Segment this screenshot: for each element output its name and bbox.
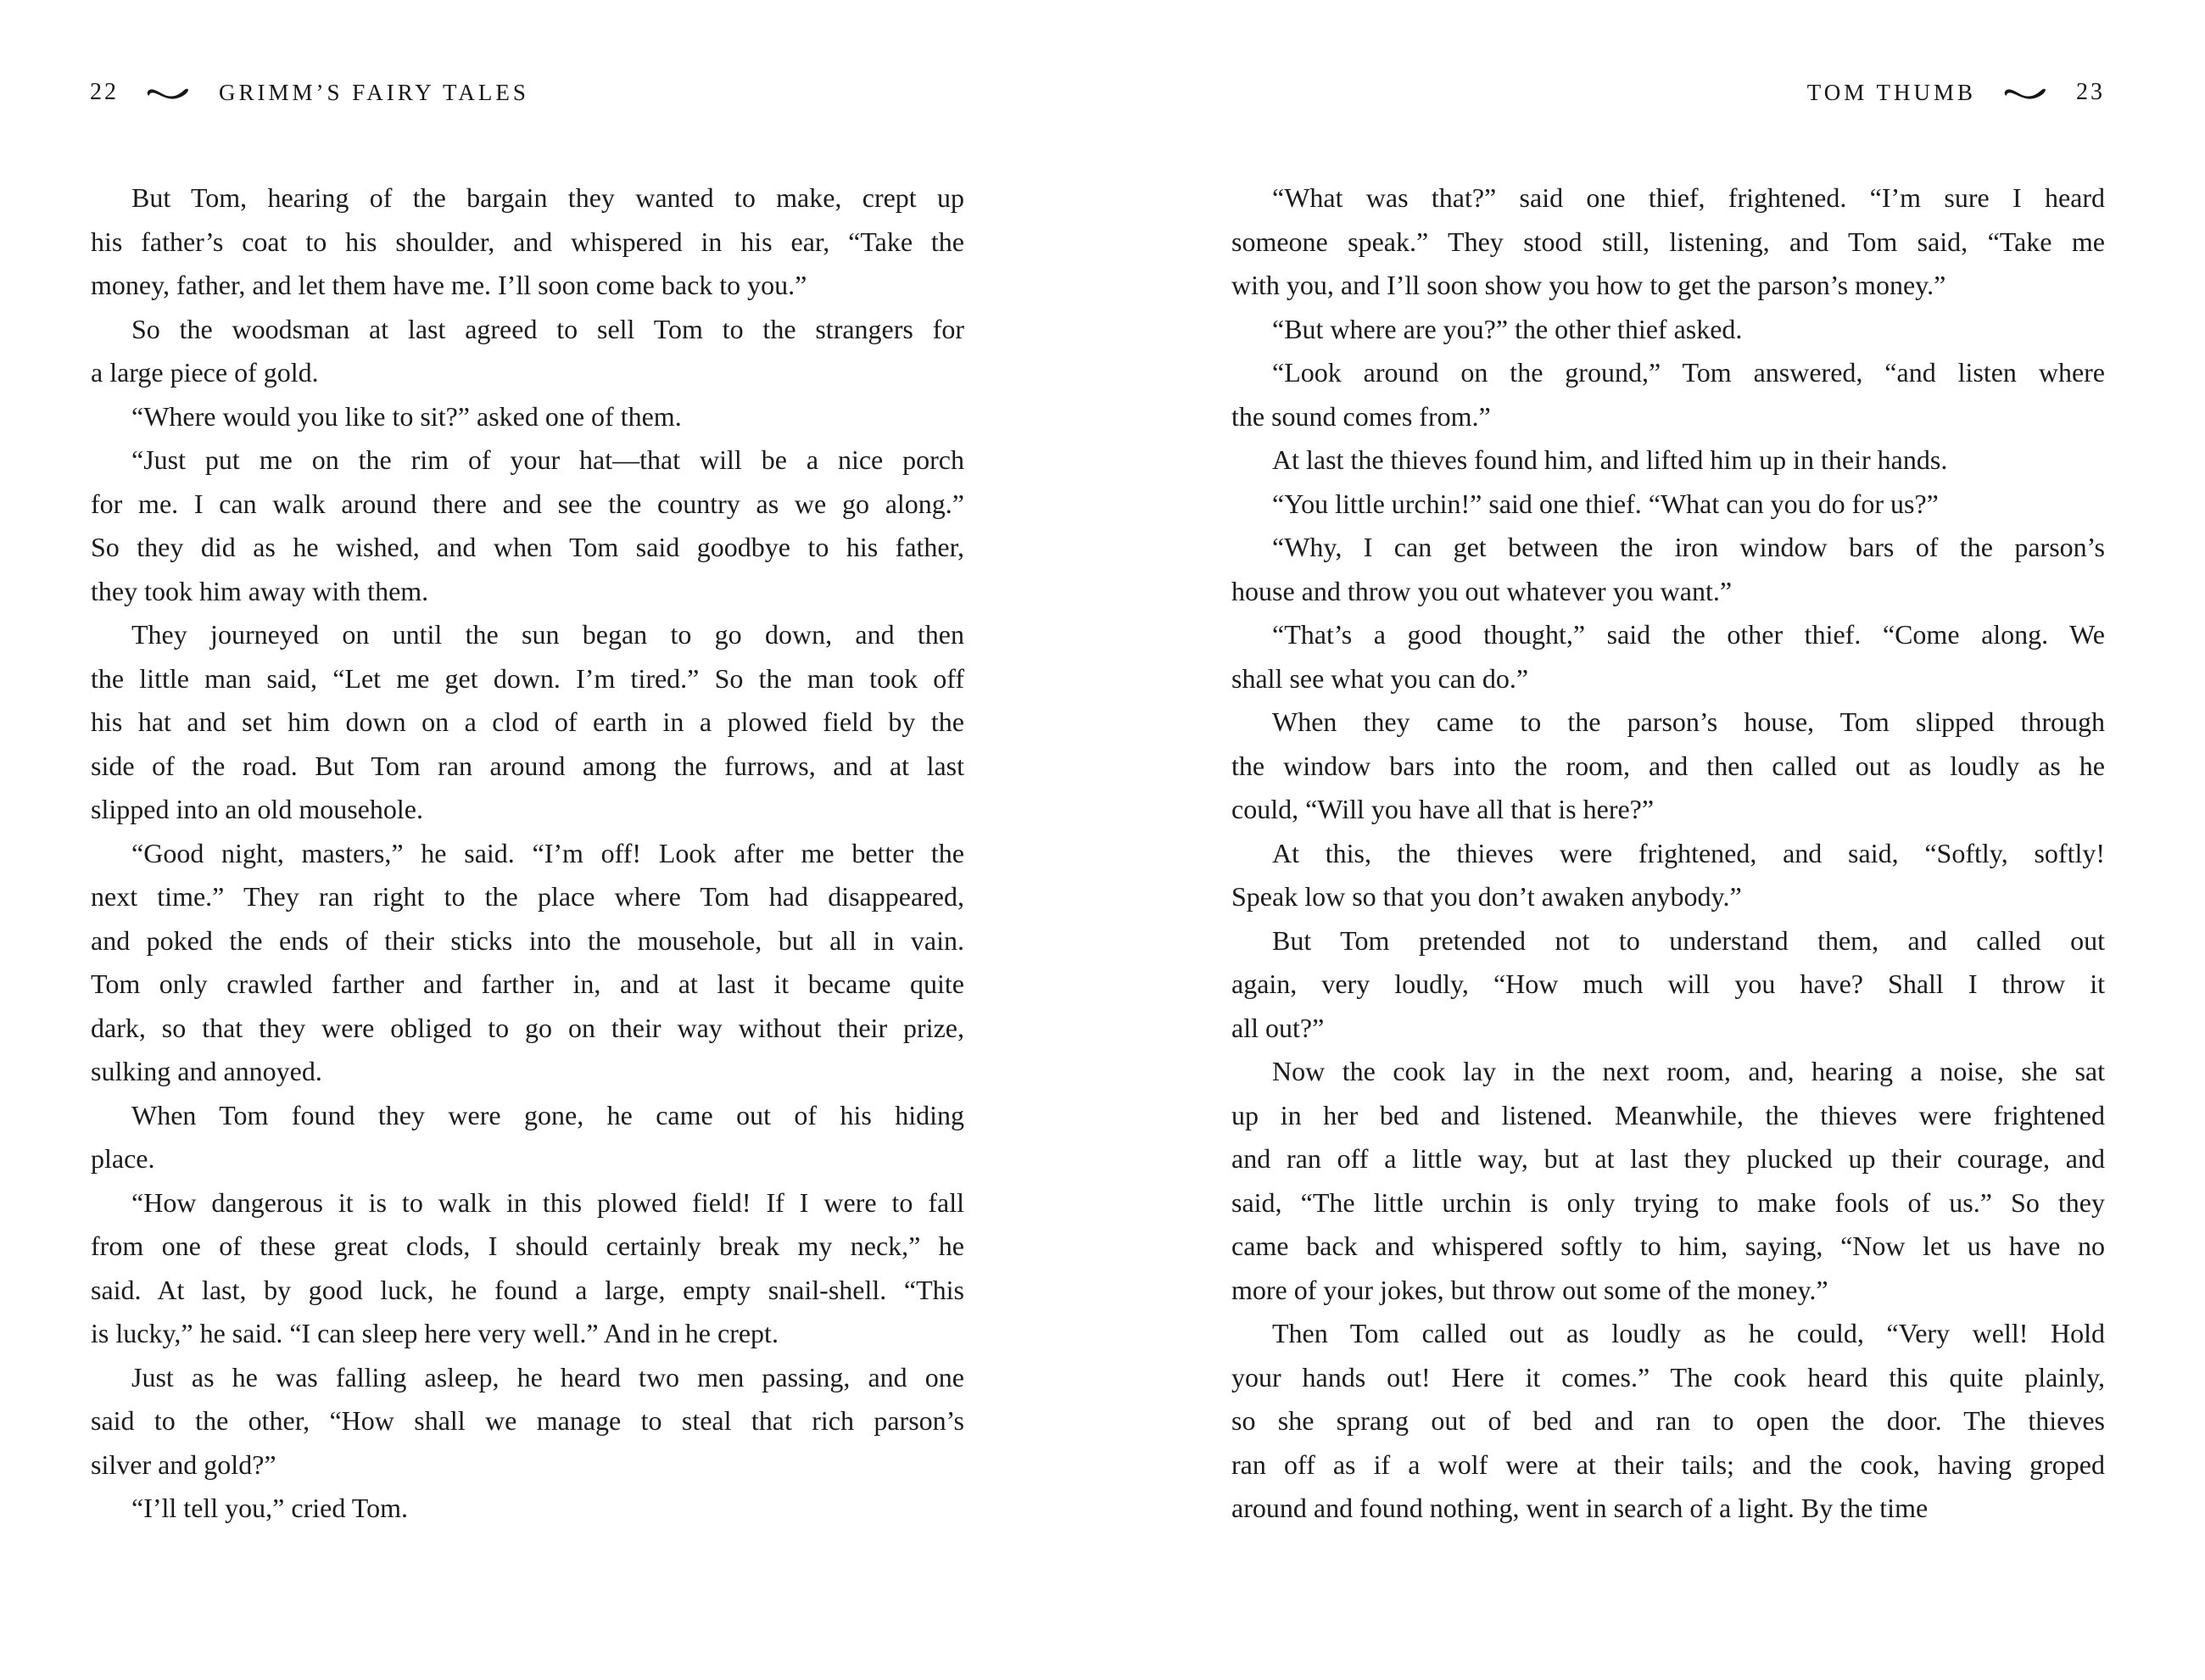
text-line: money, father, and let them have me. I’ll soon come back to you.” [91, 270, 807, 300]
text-line: and ran off a little way, but at last they plucked up their courage, and [1231, 1143, 2105, 1174]
swash-ornament-icon [2001, 84, 2051, 101]
text-line: more of your jokes, but throw out some of the money.” [1231, 1274, 1828, 1305]
page-right-text [1231, 176, 2105, 1531]
text-line: around and found nothing, went in search of a light. By the time [1231, 1493, 1929, 1523]
text-line: for me. I can walk around there and see the country as we go along.” [91, 488, 964, 519]
text-line: so she sprang out of bed and ran to open the door. The thieves [1231, 1405, 2105, 1436]
text-line: Then Tom called out as loudly as he could, “Very well! Hold [1272, 1318, 2105, 1348]
text-line: shall see what you can do.” [1231, 662, 1529, 694]
text-line: “I’ll tell you,” cried Tom. [131, 1493, 408, 1523]
text-line: the little man said, “Let me get down. I’m tired.” So the man took off [91, 662, 964, 694]
text-line: “Why, I can get between the iron window bars of the parson’s [1272, 532, 2105, 562]
text-line: a large piece of gold. [91, 357, 319, 388]
text-line: ran off as if a wolf were at their tails; and the cook, having groped [1231, 1448, 2105, 1480]
text-line: with you, and I’ll soon show you how to get the parson’s money.” [1231, 270, 1946, 300]
text-line: could, “Will you have all that is here?” [1231, 794, 1655, 824]
text-line: Now the cook lay in the next room, and, hearing a noise, she sat [1272, 1056, 2105, 1086]
text-line: “What was that?” said one thief, frightened. “I’m sure I heard [1272, 182, 2105, 213]
text-line: “You little urchin!” said one thief. “What can you do for us?” [1272, 488, 1939, 519]
text-line: At this, the thieves were frightened, and said, “Softly, softly! [1272, 837, 2105, 868]
text-line: Just as he was falling asleep, he heard two men passing, and one [131, 1361, 964, 1393]
text-line: “But where are you?” the other thief asked. [1272, 313, 1743, 344]
text-line: is lucky,” he said. “I can sleep here very well.” And in he crept. [91, 1318, 779, 1348]
text-line: Speak low so that you don’t awaken anybody.” [1231, 881, 1742, 912]
text-line: At last the thieves found him, and lifted him up in their hands. [1272, 444, 1948, 475]
running-title-left: GRIMM’S FAIRY TALES [219, 79, 529, 105]
text-line: slipped into an old mousehole. [91, 794, 423, 824]
text-line: “Good night, masters,” he said. “I’m off! Look after me better the [131, 837, 964, 868]
running-title-right: TOM THUMB [1806, 79, 1976, 105]
text-line: his hat and set him down on a clod of earth in a plowed field by the [91, 706, 964, 737]
text-line: But Tom pretended not to understand them, and called out [1272, 924, 2105, 956]
text-line: “That’s a good thought,” said the other thief. “Come along. We [1272, 619, 2105, 650]
text-line: house and throw you out whatever you want.” [1231, 575, 1733, 606]
text-line: they took him away with them. [91, 575, 429, 606]
text-line: “How dangerous it is to walk in this plowed field! If I were to fall [131, 1186, 964, 1218]
text-line: the sound comes from.” [1231, 400, 1491, 432]
text-line: side of the road. But Tom ran around among the furrows, and at last [91, 750, 964, 781]
text-line: his father’s coat to his shoulder, and whispered in his ear, “Take the [91, 226, 964, 257]
text-line: “Just put me on the rim of your hat—that will be a nice porch [131, 444, 964, 475]
text-line: place. [91, 1143, 155, 1174]
text-line: your hands out! Here it comes.” The cook heard this quite plainly, [1231, 1361, 2105, 1393]
text-line: “Look around on the ground,” Tom answered, “and listen where [1272, 357, 2105, 388]
text-line: “Where would you like to sit?” asked one of them. [131, 400, 682, 432]
text-line: and poked the ends of their sticks into the mousehole, but all in vain. [91, 924, 964, 956]
page-number-right: 23 [2076, 79, 2105, 105]
text-line: said, “The little urchin is only trying to make fools of us.” So they [1231, 1186, 2105, 1218]
text-line: the window bars into the room, and then called out as loudly as he [1231, 750, 2105, 781]
text-line: up in her bed and listened. Meanwhile, the thieves were frightened [1231, 1099, 2105, 1130]
text-line: said. At last, by good luck, he found a large, empty snail-shell. “This [91, 1274, 964, 1305]
text-line: all out?” [1231, 1012, 1325, 1043]
text-line: sulking and annoyed. [91, 1056, 322, 1086]
text-line: someone speak.” They stood still, listening, and Tom said, “Take me [1231, 226, 2105, 257]
page-number-left: 22 [90, 79, 119, 105]
text-line: from one of these great clods, I should certainly break my neck,” he [91, 1231, 964, 1261]
text-line: So they did as he wished, and when Tom said goodbye to his father, [91, 532, 964, 562]
text-line: So the woodsman at last agreed to sell Tom to the strangers for [131, 313, 964, 344]
page-left-text [91, 176, 964, 1531]
swash-ornament-icon [144, 84, 193, 101]
text-line: silver and gold?” [91, 1448, 276, 1480]
text-line: next time.” They ran right to the place where Tom had disappeared, [91, 881, 964, 912]
text-line: again, very loudly, “How much will you have? Shall I throw it [1231, 968, 2105, 999]
text-line: came back and whispered softly to him, saying, “Now let us have no [1231, 1231, 2105, 1261]
text-line: But Tom, hearing of the bargain they wanted to make, crept up [131, 182, 964, 213]
text-line: When Tom found they were gone, he came out of his hiding [131, 1099, 964, 1130]
page-left-header [90, 76, 529, 109]
text-line: dark, so that they were obliged to go on their way without their prize, [91, 1012, 964, 1043]
text-line: said to the other, “How shall we manage to steal that rich parson’s [91, 1405, 964, 1436]
page-right-header [1231, 76, 2105, 109]
text-line: When they came to the parson’s house, Tom slipped through [1272, 706, 2105, 737]
text-line: Tom only crawled farther and farther in, and at last it became quite [91, 968, 964, 999]
text-line: They journeyed on until the sun began to go down, and then [131, 619, 964, 650]
